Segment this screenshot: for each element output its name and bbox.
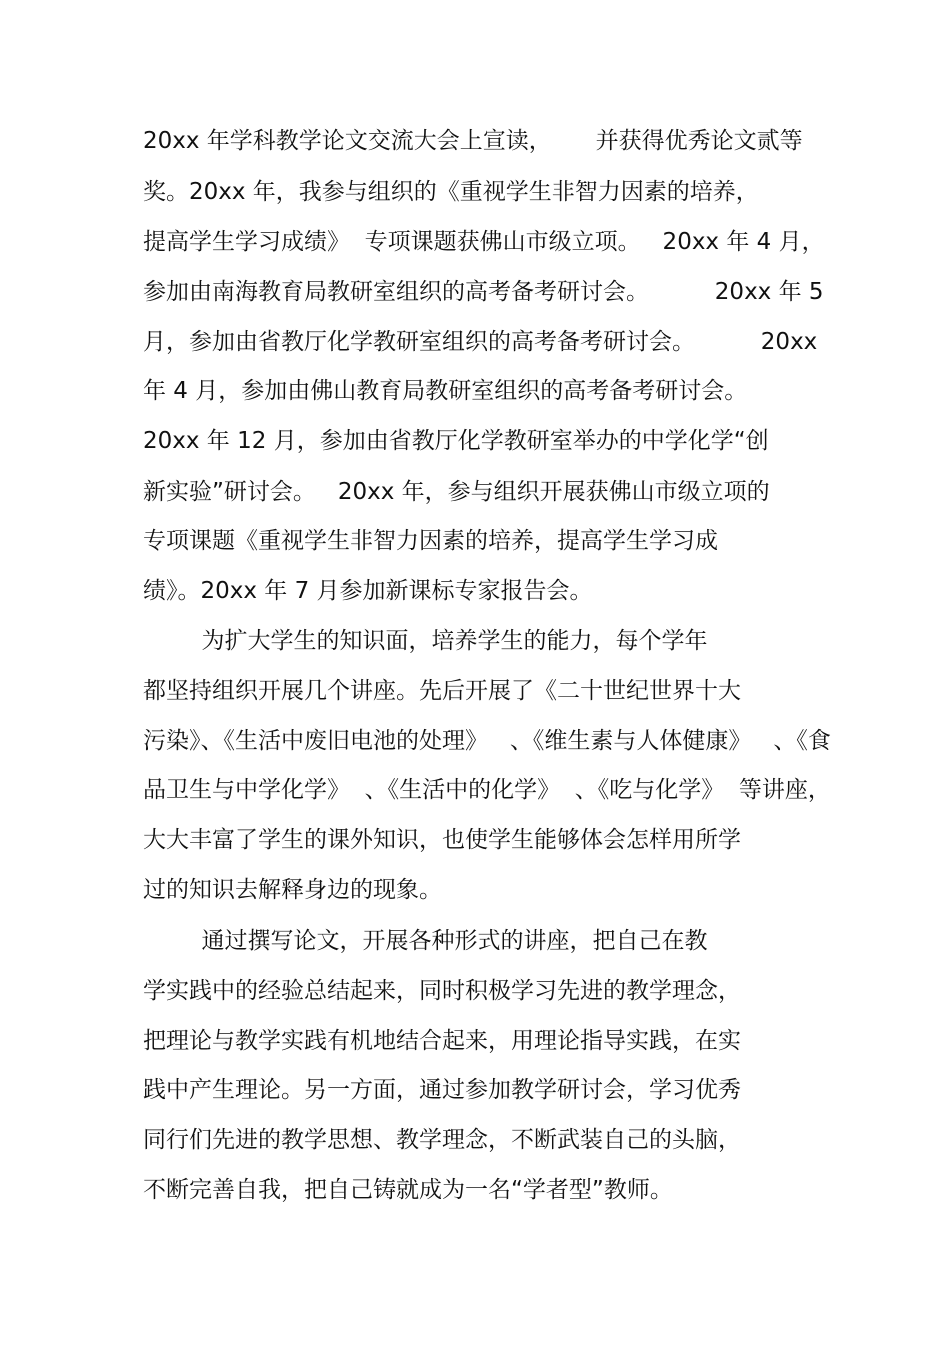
paragraph-1-line-10: 绩》。20xx 年 7 月参加新课标专家报告会。	[143, 578, 593, 604]
paragraph-1-line-3: 提高学生学习成绩》 专项课题获佛山市级立项。 20xx 年 4 月，	[143, 229, 825, 255]
paragraph-1-line-2: 奖。20xx 年，我参与组织的《重视学生非智力因素的培养，	[143, 179, 759, 205]
paragraph-1-line-6: 年 4 月，参加由佛山教育局教研室组织的高考备考研讨会。	[143, 378, 748, 404]
paragraph-1-line-1: 20xx 年学科教学论文交流大会上宣读， 并获得优秀论文贰等	[143, 128, 803, 154]
paragraph-3-line-1: 通过撰写论文，开展各种形式的讲座，把自己在教	[143, 928, 708, 954]
paragraph-2-line-5: 大大丰富了学生的课外知识，也使学生能够体会怎样用所学	[143, 827, 741, 853]
paragraph-2-line-2: 都坚持组织开展几个讲座。先后开展了《二十世纪世界十大	[143, 678, 741, 704]
paragraph-1-line-8: 新实验”研讨会。 20xx 年，参与组织开展获佛山市级立项的	[143, 479, 770, 505]
paragraph-2-line-3: 污染》、《生活中废旧电池的处理》 、《维生素与人体健康》 、《食	[143, 728, 831, 754]
paragraph-3-line-4: 践中产生理论。另一方面，通过参加教学研讨会，学习优秀	[143, 1077, 741, 1103]
paragraph-1-line-7: 20xx 年 12 月，参加由省教厅化学教研室举办的中学化学“创	[143, 428, 769, 454]
paragraph-2-line-4: 品卫生与中学化学》 、《生活中的化学》 、《吃与化学》 等讲座，	[143, 777, 831, 803]
paragraph-3-line-2: 学实践中的经验总结起来，同时积极学习先进的教学理念，	[143, 978, 741, 1004]
paragraph-1-line-9: 专项课题《重视学生非智力因素的培养，提高学生学习成	[143, 528, 718, 554]
paragraph-1-line-4: 参加由南海教育局教研室组织的高考备考研讨会。 20xx 年 5	[143, 279, 824, 305]
paragraph-2-line-1: 为扩大学生的知识面，培养学生的能力，每个学年	[143, 628, 708, 654]
paragraph-3-line-6: 不断完善自我，把自己铸就成为一名“学者型”教师。	[143, 1177, 673, 1203]
paragraph-1-line-5: 月，参加由省教厅化学教研室组织的高考备考研讨会。 20xx	[143, 329, 818, 355]
paragraph-3-line-5: 同行们先进的教学思想、教学理念，不断武装自己的头脑，	[143, 1127, 741, 1153]
paragraph-3-line-3: 把理论与教学实践有机地结合起来，用理论指导实践，在实	[143, 1028, 741, 1054]
paragraph-2-line-6: 过的知识去解释身边的现象。	[143, 877, 442, 903]
